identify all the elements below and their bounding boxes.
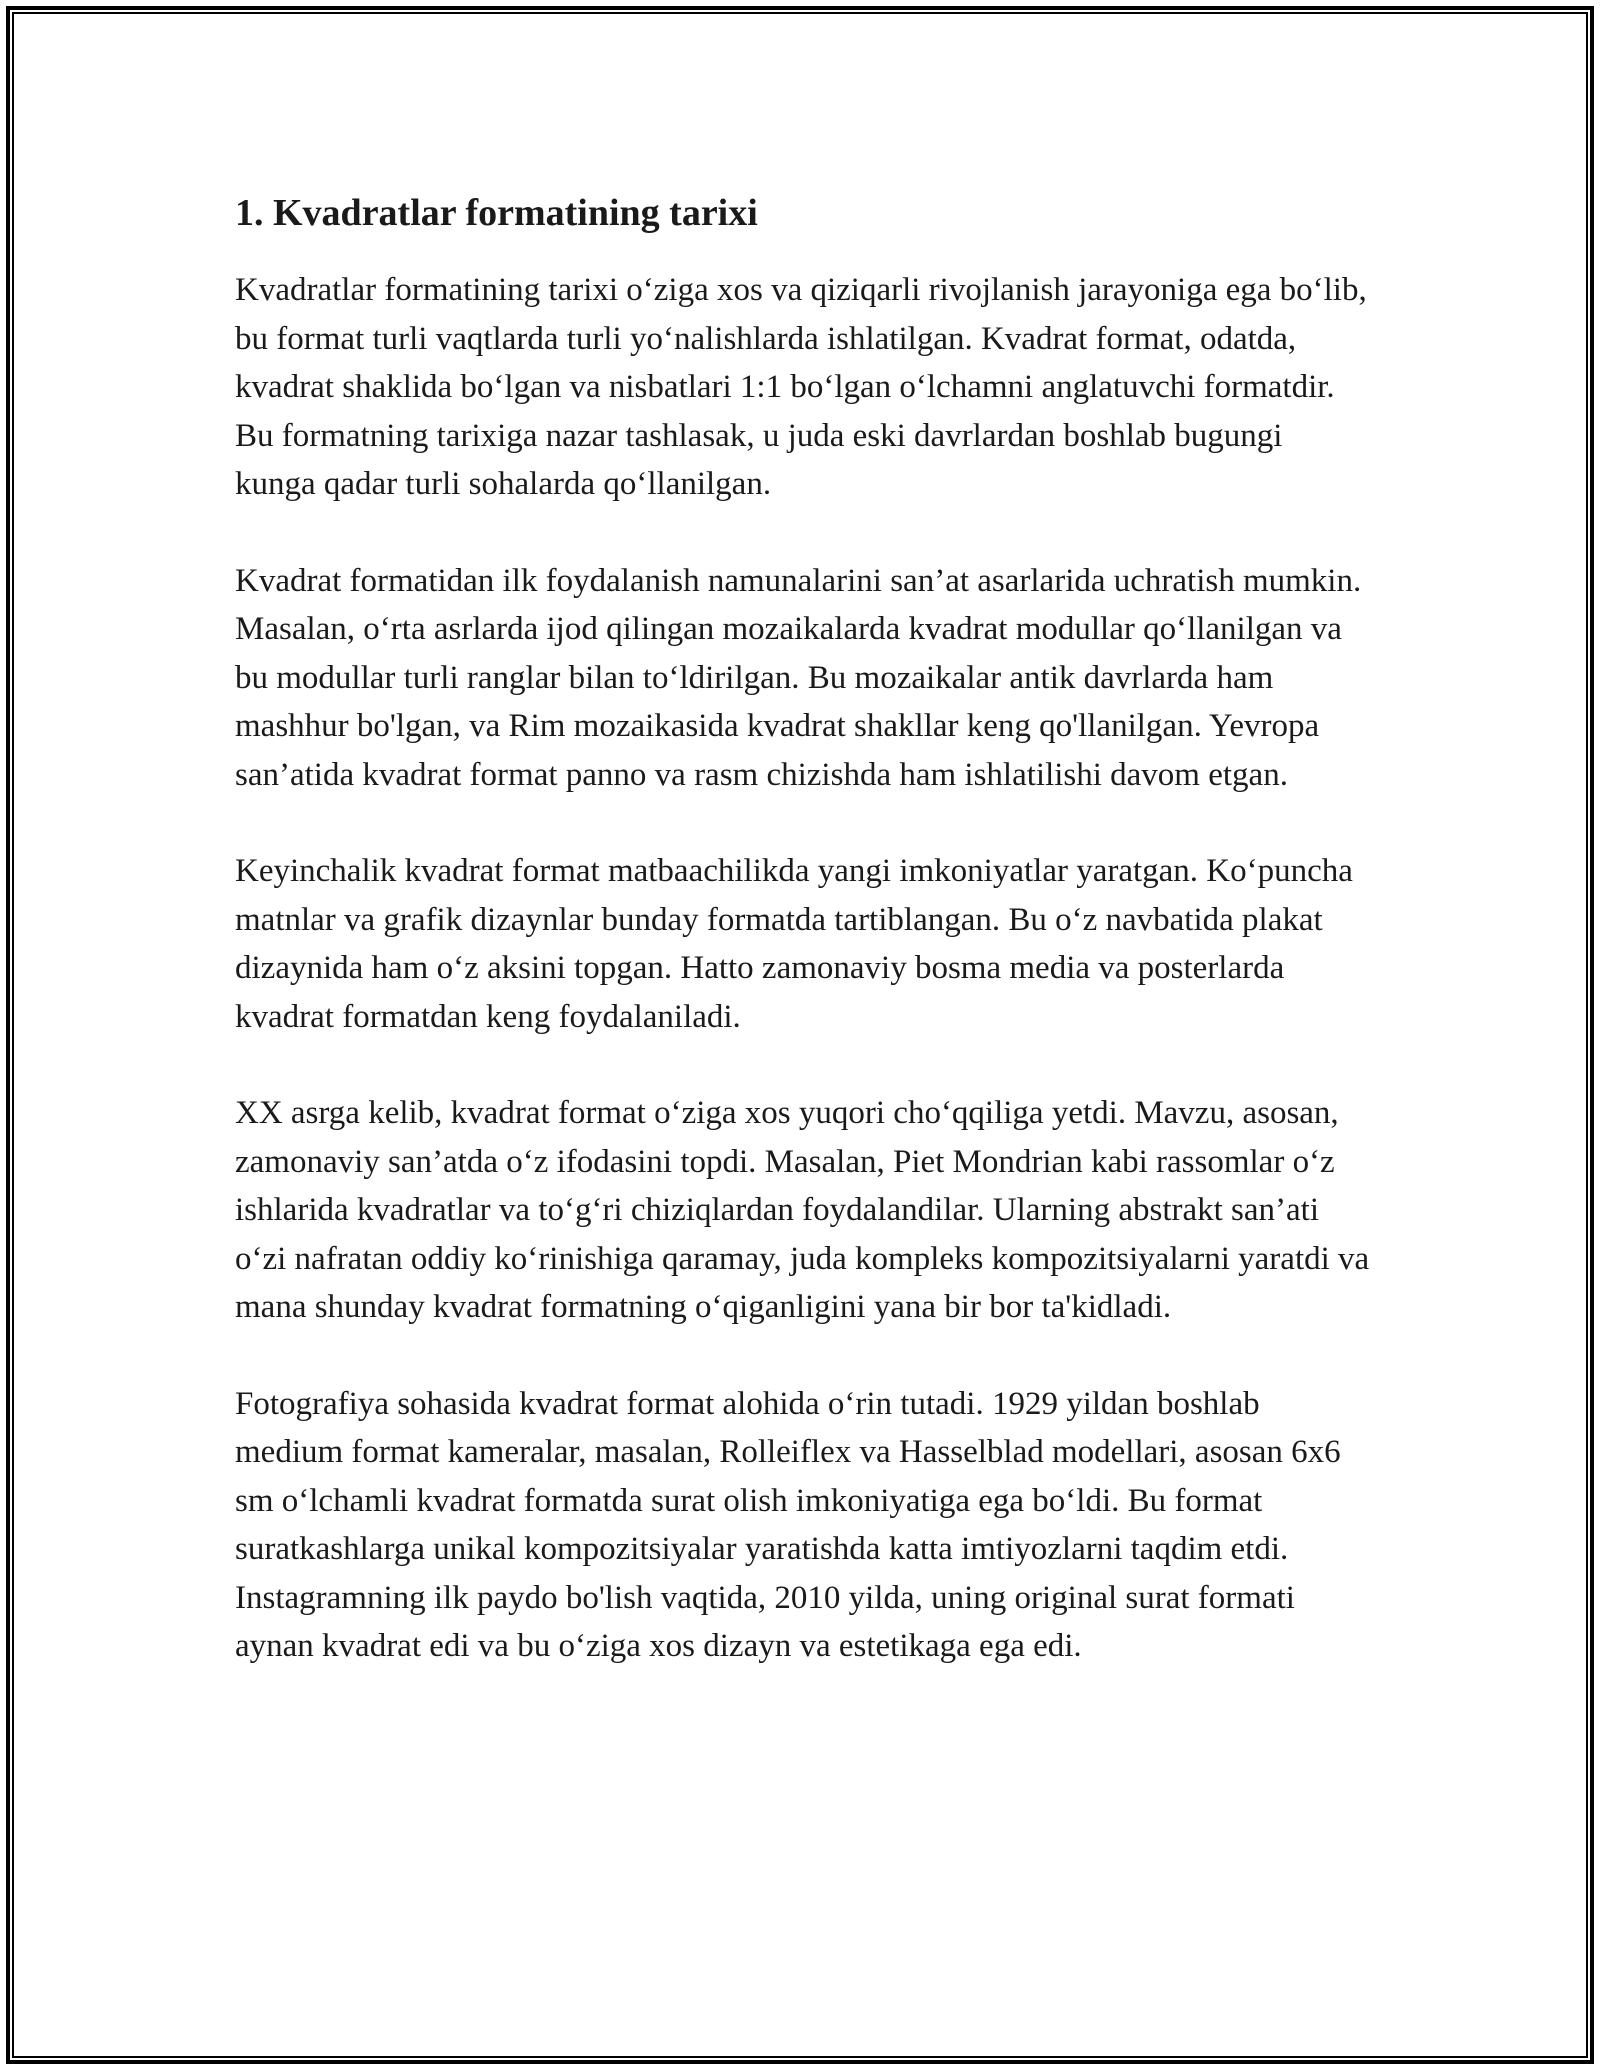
paragraph-5: Fotografiya sohasida kvadrat format alohida o‘rin tutadi. 1929 yildan boshlab medium format kameralar, masalan, Rolleiflex va Hasselblad modellari, asosan 6x6 sm o‘lchamli kvadrat formatda surat olish imkoniyatiga ega bo‘ldi. Bu format suratkashlarga unikal kompozitsiyalar yaratishda katta imtiyozlarni taqdim etdi. Instagramning ilk paydo bo'lish vaqtida, 2010 yilda, uning original surat formati aynan kvadrat edi va bu o‘ziga xos dizayn va estetikaga ega edi. (235, 1385, 1341, 1664)
document-body (235, 188, 1375, 1719)
section-heading: 1. Kvadratlar formatining tarixi (235, 192, 758, 234)
paragraph-4: XX asrga kelib, kvadrat format o‘ziga xos yuqori cho‘qqiliga yetdi. Mavzu, asosan, zamonaviy san’atda o‘z ifodasini topdi. Masalan, Piet Mondrian kabi rassomlar o‘z ishlarida kvadratlar va to‘g‘ri chiziqlardan foydalandilar. Ularning abstrakt san’ati o‘zi nafratan oddiy ko‘rinishiga qaramay, juda kompleks kompozitsiyalarni yaratdi va mana shunday kvadrat formatning o‘qiganligini yana bir bor ta'kidladi. (235, 1095, 1370, 1325)
paragraph-1: Kvadratlar formatining tarixi o‘ziga xos va qiziqarli rivojlanish jarayoniga ega bo‘lib, bu format turli vaqtlarda turli yo‘nalishlarda ishlatilgan. Kvadrat format, odatda, kvadrat shaklida bo‘lgan va nisbatlari 1:1 bo‘lgan o‘lchamni anglatuvchi formatdir. Bu formatning tarixiga nazar tashlasak, u juda eski davrlardan boshlab bugungi kunga qadar turli sohalarda qo‘llanilgan. (235, 272, 1367, 502)
paragraph-2: Kvadrat formatidan ilk foydalanish namunalarini san’at asarlarida uchratish mumkin. Masalan, o‘rta asrlarda ijod qilingan mozaikalarda kvadrat modullar qo‘llanilgan va bu modullar turli ranglar bilan to‘ldirilgan. Bu mozaikalar antik davrlarda ham mashhur bo'lgan, va Rim mozaikasida kvadrat shakllar keng qo'llanilgan. Yevropa san’atida kvadrat format panno va rasm chizishda ham ishlatilishi davom etgan. (235, 562, 1362, 793)
paragraph-3: Keyinchalik kvadrat format matbaachilikda yangi imkoniyatlar yaratgan. Ko‘puncha matnlar va grafik dizaynlar bunday formatda tartiblangan. Bu o‘z navbatida plakat dizaynida ham o‘z aksini topgan. Hatto zamonaviy bosma media va posterlarda kvadrat formatdan keng foydalaniladi. (235, 853, 1353, 1035)
